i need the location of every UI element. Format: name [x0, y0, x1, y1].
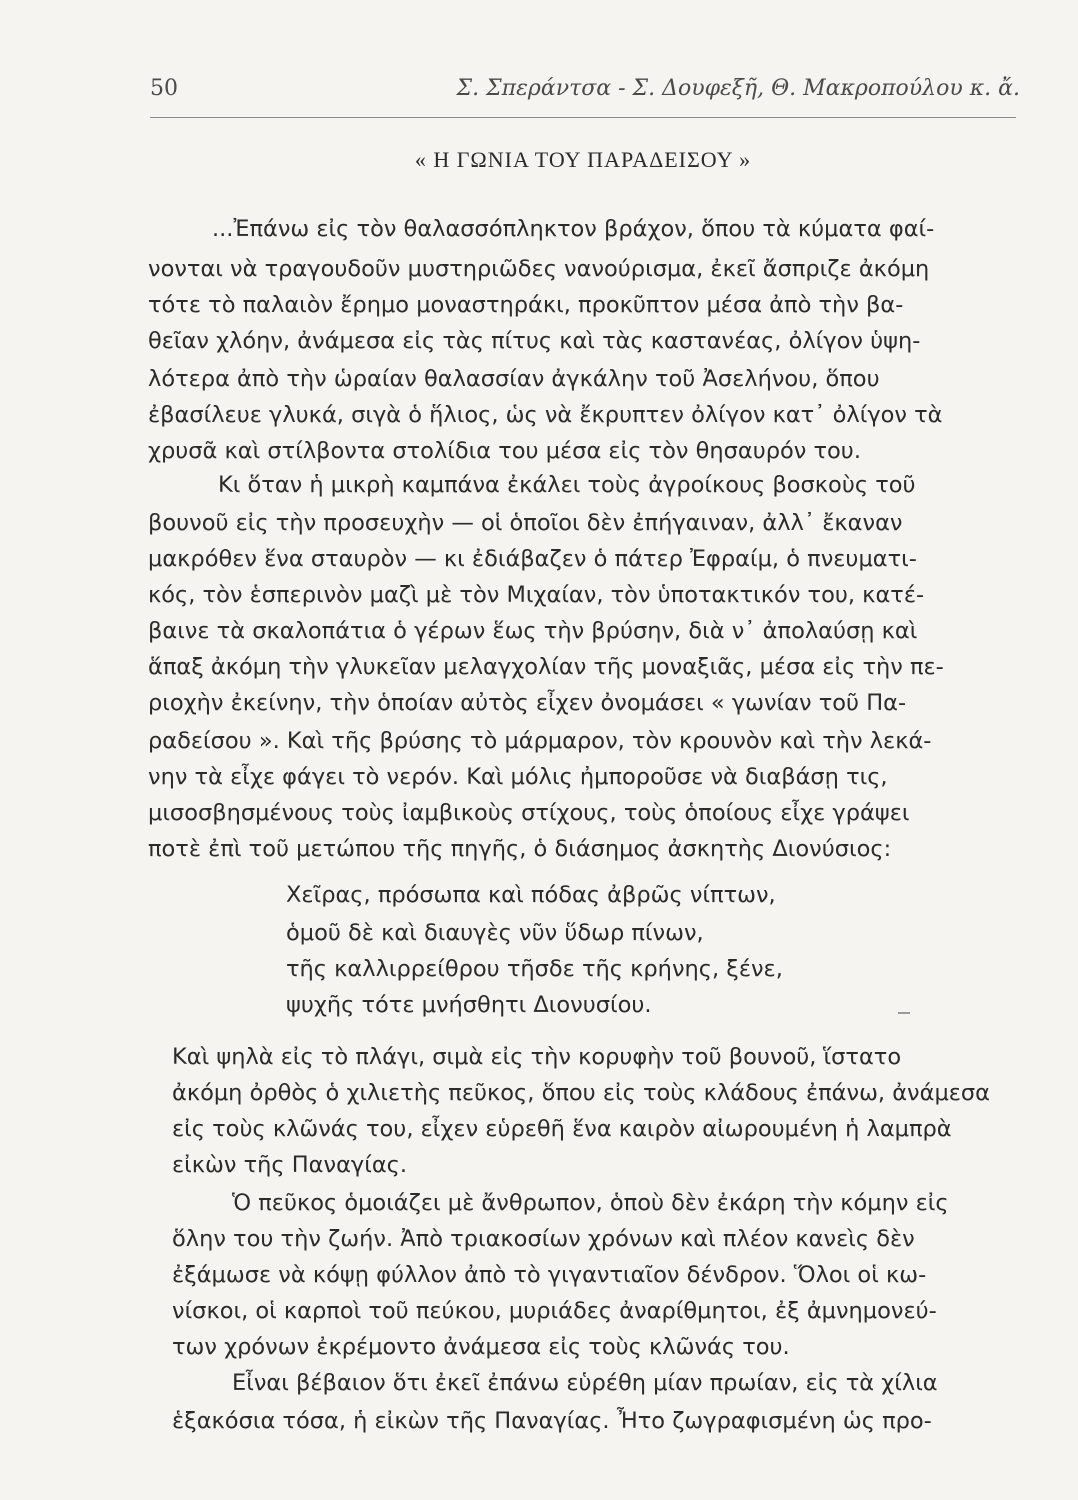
text-line: Εἶναι βέβαιον ὅτι ἐκεῖ ἐπάνω εὑρέθη μίαν πρωίαν, εἰς τὰ χίλια	[232, 1370, 938, 1396]
text-line: Καὶ ψηλὰ εἰς τὸ πλάγι, σιμὰ εἰς τὴν κορυφὴν τοῦ βουνοῦ, ἵστατο	[172, 1044, 902, 1070]
text-line: βουνοῦ εἰς τὴν προσευχὴν — οἱ ὁποῖοι δὲν ἐπήγαιναν, ἀλλ᾿ ἔκαναν	[148, 510, 903, 536]
text-line: Κι ὅταν ἡ μικρὴ καμπάνα ἐκάλει τοὺς ἀγροίκους βοσκοὺς τοῦ	[218, 472, 916, 498]
text-line: Ὁ πεῦκος ὁμοιάζει μὲ ἄνθρωπον, ὁποὺ δὲν ἐκάρη τὴν κόμην εἰς	[232, 1190, 949, 1216]
text-line: λότερα ἀπὸ τὴν ὡραίαν θαλασσίαν ἀγκάλην τοῦ Ἀσελήνου, ὅπου	[148, 366, 880, 392]
header-rule	[150, 117, 1016, 118]
page-header	[150, 76, 1020, 112]
text-line: εἰκὼν τῆς Παναγίας.	[172, 1152, 408, 1178]
text-line: ἑξακόσια τόσα, ἡ εἰκὼν τῆς Παναγίας. Ἦτο ζωγραφισμένη ὡς προ-	[172, 1408, 932, 1434]
text-line: νίσκοι, οἱ καρποὶ τοῦ πεύκου, μυριάδες ἀναρίθμητοι, ἐξ ἀμνημονεύ-	[172, 1298, 937, 1324]
verse-line: Χεῖρας, πρόσωπα καὶ πόδας ἀβρῶς νίπτων,	[286, 882, 776, 908]
text-line: ἐξάμωσε νὰ κόψῃ φύλλον ἀπὸ τὸ γιγαντιαῖον δένδρον. Ὅλοι οἱ κω-	[172, 1262, 927, 1288]
running-head: Σ. Σπεράντσα - Σ. Δουφεξῆ, Θ. Μακροπούλου κ. ἄ.	[456, 76, 1020, 101]
chapter-title: « Η ΓΩΝΙΑ ΤΟΥ ΠΑΡΑΔΕΙΣΟΥ »	[414, 147, 752, 172]
verse-line: ψυχῆς τότε μνήσθητι Διονυσίου.	[286, 992, 652, 1018]
verse-line: ὁμοῦ δὲ καὶ διαυγὲς νῦν ὕδωρ πίνων,	[286, 920, 704, 946]
text-line: μισοσβησμένους τοὺς ἰαμβικοὺς στίχους, τοὺς ὁποίους εἶχε γράψει	[148, 800, 910, 826]
text-line: ριοχὴν ἐκείνην, τὴν ὁποίαν αὐτὸς εἶχεν ὀνομάσει « γωνίαν τοῦ Πα-	[148, 690, 907, 716]
text-line: ἀκόμη ὀρθὸς ὁ χιλιετὴς πεῦκος, ὅπου εἰς τοὺς κλάδους ἐπάνω, ἀνάμεσα	[172, 1080, 991, 1106]
text-line: ἅπαξ ἀκόμη τὴν γλυκεῖαν μελαγχολίαν τῆς μοναξιᾶς, μέσα εἰς τὴν πε-	[148, 654, 944, 680]
text-line: ...Ἐπάνω εἰς τὸν θαλασσόπληκτον βράχον, ὅπου τὰ κύματα φαί-	[212, 216, 935, 242]
text-line: μακρόθεν ἕνα σταυρὸν — κι ἐδιάβαζεν ὁ πάτερ Ἐφραίμ, ὁ πνευματι-	[148, 546, 917, 572]
text-line: εἰς τοὺς κλῶνάς του, εἶχεν εὑρεθῆ ἕνα καιρὸν αἰωρουμένη ἡ λαμπρὰ	[172, 1116, 952, 1142]
text-line: κός, τὸν ἑσπερινὸν μαζὶ μὲ τὸν Μιχαίαν, τὸν ὑποτακτικόν του, κατέ-	[148, 582, 925, 608]
text-line: νονται νὰ τραγουδοῦν μυστηριῶδες νανούρισμα, ἐκεῖ ἄσπριζε ἀκόμη	[148, 256, 930, 282]
text-line: τότε τὸ παλαιὸν ἔρημο μοναστηράκι, προκῦπτον μέσα ἀπὸ τὴν βα-	[148, 292, 904, 318]
text-line: των χρόνων ἐκρέμοντο ἀνάμεσα εἰς τοὺς κλῶνάς του.	[172, 1334, 790, 1360]
text-line: νην τὰ εἶχε φάγει τὸ νερόν. Καὶ μόλις ἠμποροῦσε νὰ διαβάσῃ τις,	[148, 764, 888, 790]
stray-mark	[898, 1012, 910, 1014]
text-line: ἐβασίλευε γλυκά, σιγὰ ὁ ἥλιος, ὡς νὰ ἔκρυπτεν ὀλίγον κατ᾿ ὀλίγον τὰ	[148, 402, 943, 428]
text-line: ὅλην του τὴν ζωήν. Ἀπὸ τριακοσίων χρόνων καὶ πλέον κανεὶς δὲν	[172, 1226, 915, 1252]
text-line: χρυσᾶ καὶ στίλβοντα στολίδια του μέσα εἰς τὸν θησαυρόν του.	[148, 438, 861, 464]
text-line: θεῖαν χλόην, ἀνάμεσα εἰς τὰς πίτυς καὶ τὰς καστανέας, ὀλίγον ὑψη-	[148, 328, 921, 354]
text-line: ραδείσου ». Καὶ τῆς βρύσης τὸ μάρμαρον, τὸν κρουνὸν καὶ τὴν λεκά-	[148, 728, 932, 754]
page-number: 50	[150, 76, 178, 101]
text-line: βαινε τὰ σκαλοπάτια ὁ γέρων ἕως τὴν βρύσην, διὰ ν᾿ ἀπολαύσῃ καὶ	[148, 618, 918, 644]
verse-line: τῆς καλλιρρείθρου τῆσδε τῆς κρήνης, ξένε,	[286, 956, 783, 982]
text-line: ποτὲ ἐπὶ τοῦ μετώπου τῆς πηγῆς, ὁ διάσημος ἀσκητὴς Διονύσιος:	[148, 836, 892, 862]
